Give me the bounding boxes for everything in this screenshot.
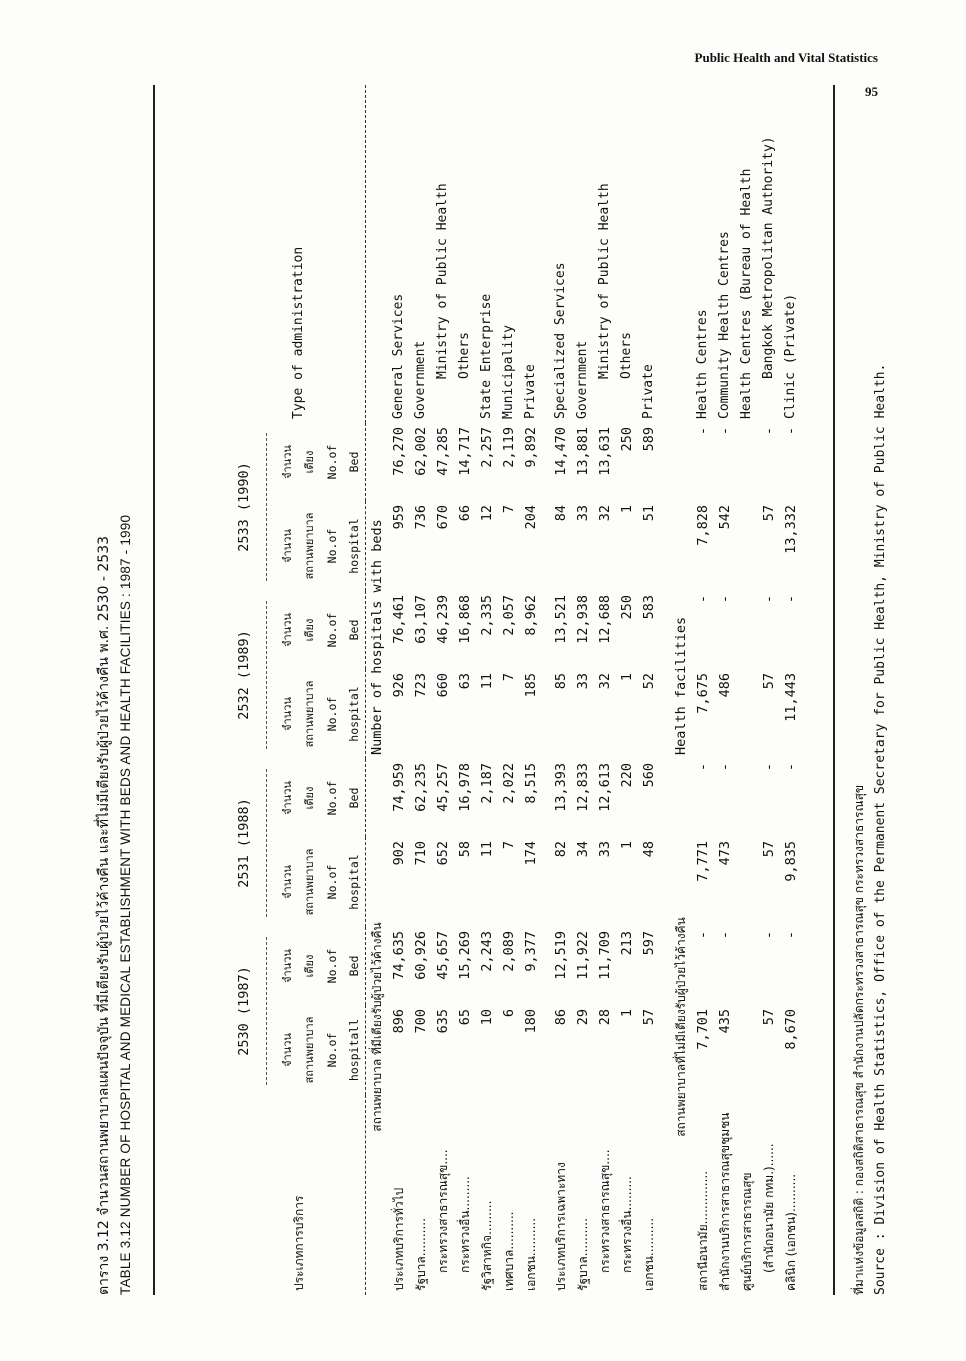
cell-value: 652 <box>435 841 451 866</box>
col-head-hospitals: จำนวน สถานพยาบาล No.of hospitall <box>281 1016 361 1084</box>
cell-value: 14,717 <box>457 427 473 476</box>
table-row <box>520 85 542 1295</box>
cell-value: - <box>783 931 799 940</box>
table-row <box>736 85 758 1295</box>
cell-value: - <box>717 763 733 772</box>
cell-value: 65 <box>457 1009 473 1026</box>
cell-value: 710 <box>413 841 429 866</box>
cell-value: 28 <box>597 1009 613 1026</box>
row-label-english: Others <box>619 332 634 379</box>
row-label-thai: (สำนักอนามัย กทม.)...... <box>762 1143 776 1273</box>
row-label-english: Private <box>641 364 656 419</box>
row-label-english: Others <box>457 332 472 379</box>
section-heading-facilities-thai: สถานพยาบาลที่ไม่มีเตียงรับผู้ป่วยไว้ค้างคืน <box>674 917 688 1137</box>
cell-value: 2,243 <box>479 931 495 972</box>
data-table <box>233 85 802 1295</box>
row-label-thai: รัฐบาล.......... <box>576 1218 590 1291</box>
cell-value: 15,269 <box>457 931 473 980</box>
cell-value: 180 <box>523 1009 539 1034</box>
cell-value: 896 <box>391 1009 407 1034</box>
year-divider <box>255 591 277 759</box>
table-row <box>432 85 454 1295</box>
row-label-english: Municipality <box>501 325 516 419</box>
cell-value: - <box>717 931 733 940</box>
page-number: 95 <box>865 84 878 99</box>
cell-value: 250 <box>619 595 635 620</box>
cell-value: 14,470 <box>553 427 569 476</box>
cell-value: 34 <box>575 841 591 858</box>
cell-value: 57 <box>761 673 777 690</box>
cell-value: 48 <box>641 841 657 858</box>
cell-value: 1 <box>619 1009 635 1018</box>
cell-value: 902 <box>391 841 407 866</box>
cell-value: 7,771 <box>695 841 711 882</box>
row-label-english: Bangkok Metropolitan Authority) <box>761 136 776 379</box>
cell-value: 46,239 <box>435 595 451 644</box>
cell-value: 85 <box>553 673 569 690</box>
cell-value: - <box>783 595 799 604</box>
cell-value: 12 <box>479 505 495 522</box>
cell-value: 52 <box>641 673 657 690</box>
cell-value: 560 <box>641 763 657 788</box>
cell-value: 45,257 <box>435 763 451 812</box>
cell-value: 700 <box>413 1009 429 1034</box>
row-label-english: Health Centres (Bureau of Health <box>739 168 754 419</box>
cell-value: 589 <box>641 427 657 452</box>
cell-value: 2,335 <box>479 595 495 636</box>
cell-value <box>736 501 758 591</box>
row-label-thai: กระทรวงอื่น......... <box>458 1176 472 1273</box>
cell-value: - <box>717 427 733 436</box>
cell-value: 220 <box>619 763 635 788</box>
cell-value: 45,657 <box>435 931 451 980</box>
cell-value: 47,285 <box>435 427 451 476</box>
row-label-thai: กระทรวงอื่น......... <box>620 1176 634 1273</box>
cell-value: 723 <box>413 673 429 698</box>
row-label-english: General Services <box>391 293 406 419</box>
year-heading: 2530 (1987) <box>236 966 252 1056</box>
cell-value: 32 <box>597 505 613 522</box>
cell-value: 12,938 <box>575 595 591 644</box>
cell-value: 10 <box>479 1009 495 1026</box>
cell-value: 9,835 <box>783 841 799 882</box>
cell-value: 7,675 <box>695 673 711 714</box>
cell-value: 7 <box>501 841 517 850</box>
cell-value: 473 <box>717 841 733 866</box>
cell-value: 2,187 <box>479 763 495 804</box>
cell-value: 2,119 <box>501 427 517 468</box>
cell-value: 13,332 <box>783 505 799 554</box>
col-head-beds: จำนวน เตียง No.of Bed <box>281 948 361 984</box>
cell-value: 86 <box>553 1009 569 1026</box>
cell-value: 82 <box>553 841 569 858</box>
cell-value: 12,613 <box>597 763 613 812</box>
cell-value: 204 <box>523 505 539 530</box>
cell-value: 63 <box>457 673 473 690</box>
table-row <box>476 85 498 1295</box>
cell-value: 542 <box>717 505 733 530</box>
cell-value: 84 <box>553 505 569 522</box>
table-row <box>758 85 780 1295</box>
table-row <box>714 85 736 1295</box>
cell-value: 11,443 <box>783 673 799 722</box>
table-row <box>410 85 432 1295</box>
cell-value: 16,978 <box>457 763 473 812</box>
row-label-english: Health Centres <box>695 309 710 419</box>
bottom-rule <box>833 85 835 1295</box>
cell-value: 12,519 <box>553 931 569 980</box>
cell-value: 33 <box>575 673 591 690</box>
cell-value: 74,635 <box>391 931 407 980</box>
cell-value: 57 <box>761 505 777 522</box>
cell-value: 250 <box>619 427 635 452</box>
year-divider <box>255 759 277 927</box>
cell-value <box>736 759 758 837</box>
col-head-hospitals: จำนวน สถานพยาบาล No.of hospital <box>281 680 361 748</box>
row-label-thai: เอกชน.......... <box>642 1217 656 1291</box>
cell-value: 435 <box>717 1009 733 1034</box>
col-head-beds: จำนวน เตียง No.of Bed <box>281 444 361 480</box>
cell-value: 32 <box>597 673 613 690</box>
col-head-english: Type of administration <box>291 246 306 419</box>
table-row <box>780 85 802 1295</box>
cell-value: 1 <box>619 673 635 682</box>
cell-value: 2,257 <box>479 427 495 468</box>
cell-value: 486 <box>717 673 733 698</box>
row-label-english: Clinic (Private) <box>783 293 798 419</box>
row-label-thai: กระทรวงสาธารณสุข.... <box>598 1149 612 1273</box>
table-title-english: TABLE 3.12 NUMBER OF HOSPITAL AND MEDICAL ESTABLISHMENT WITH BEDS AND HEALTH FACILITIES : 1987 - 1990 <box>118 514 133 1295</box>
col-head-beds: จำนวน เตียง No.of Bed <box>281 612 361 648</box>
cell-value: 7,701 <box>695 1009 711 1050</box>
table-footer <box>848 364 892 1295</box>
cell-value: 583 <box>641 595 657 620</box>
cell-value: - <box>695 931 711 940</box>
cell-value: 62,002 <box>413 427 429 476</box>
cell-value: 13,393 <box>553 763 569 812</box>
year-heading: 2533 (1990) <box>236 462 252 552</box>
table-row <box>594 85 616 1295</box>
row-label-english: Community Health Centres <box>717 231 732 419</box>
cell-value: 660 <box>435 673 451 698</box>
cell-value: - <box>695 763 711 772</box>
cell-value: - <box>783 427 799 436</box>
cell-value: 11 <box>479 673 495 690</box>
table-title-thai: ตาราง 3.12 จำนวนสถานพยาบาลแผนปัจจุบัน ที่มีเตียงรับผู้ป่วยไว้ค้างคืน และที่ไม่มีเตียงรับผู้ป่วยไว้ค้างคืน พ.ศ. 2530 - 2533 <box>96 535 112 1295</box>
row-label-english: Private <box>523 364 538 419</box>
cell-value: 1 <box>619 505 635 514</box>
row-label-thai: รัฐวิสาหกิจ......... <box>480 1200 494 1291</box>
cell-value: 9,377 <box>523 931 539 972</box>
cell-value: 13,631 <box>597 427 613 476</box>
cell-value <box>736 837 758 927</box>
row-label-english: Specialized Services <box>553 262 568 419</box>
table-row <box>638 85 660 1295</box>
cell-value <box>736 1005 758 1095</box>
cell-value: 76,461 <box>391 595 407 644</box>
table-row <box>616 85 638 1295</box>
col-head-beds: จำนวน เตียง No.of Bed <box>281 780 361 816</box>
cell-value: 8,670 <box>783 1009 799 1050</box>
cell-value: 2,022 <box>501 763 517 804</box>
source-note-thai: ที่มาแห่งข้อมูลสถิติ : กองสถิติสาธารณสุข สำนักงานปลัดกระทรวงสาธารณสุข กระทรวงสาธารณสุข <box>852 784 866 1295</box>
cell-value: 74,959 <box>391 763 407 812</box>
cell-value: 11,709 <box>597 931 613 980</box>
row-label-thai: เทศบาล.......... <box>502 1211 516 1291</box>
cell-value: 8,515 <box>523 763 539 804</box>
cell-value: 7 <box>501 505 517 514</box>
cell-value: 63,107 <box>413 595 429 644</box>
top-rule <box>153 85 155 1295</box>
cell-value: 57 <box>641 1009 657 1026</box>
cell-value: 12,688 <box>597 595 613 644</box>
cell-value: 2,089 <box>501 931 517 972</box>
cell-value: 11,922 <box>575 931 591 980</box>
cell-value: 11 <box>479 841 495 858</box>
cell-value: 62,235 <box>413 763 429 812</box>
cell-value: 6 <box>501 1009 517 1018</box>
cell-value: 8,962 <box>523 595 539 636</box>
running-header-title: Public Health and Vital Statistics <box>694 50 878 65</box>
cell-value: 959 <box>391 505 407 530</box>
cell-value <box>736 591 758 669</box>
cell-value: - <box>717 595 733 604</box>
cell-value: 57 <box>761 841 777 858</box>
table-row <box>454 85 476 1295</box>
cell-value: - <box>695 595 711 604</box>
cell-value: 57 <box>761 1009 777 1026</box>
cell-value: 76,270 <box>391 427 407 476</box>
cell-value: 2,057 <box>501 595 517 636</box>
cell-value: 13,881 <box>575 427 591 476</box>
cell-value: 174 <box>523 841 539 866</box>
row-label-english: Ministry of Public Health <box>597 183 612 379</box>
cell-value: 16,868 <box>457 595 473 644</box>
cell-value: 13,521 <box>553 595 569 644</box>
cell-value: 213 <box>619 931 635 956</box>
table-titles <box>93 515 137 1295</box>
rotated-table-area <box>53 55 913 1325</box>
cell-value: 60,926 <box>413 931 429 980</box>
table-row <box>498 85 520 1295</box>
cell-value: 185 <box>523 673 539 698</box>
row-label-thai: ศูนย์บริการสาธารณสุข <box>740 1172 754 1291</box>
year-heading: 2532 (1989) <box>236 630 252 720</box>
row-label-thai: สำนักงานบริการสาธารณสุขชุมชน <box>718 1112 732 1291</box>
col-head-hospitals: จำนวน สถานพยาบาล No.of hospital <box>281 848 361 916</box>
section-heading-facilities: Health facilities <box>673 616 689 755</box>
cell-value: 926 <box>391 673 407 698</box>
row-label-english: Government <box>413 340 428 419</box>
row-label-thai: คลินิก (เอกชน).......... <box>784 1173 798 1291</box>
cell-value: - <box>761 931 777 940</box>
cell-value: 736 <box>413 505 429 530</box>
cell-value: 29 <box>575 1009 591 1026</box>
row-label-thai: ประเภทบริการทั่วไป <box>392 1187 406 1291</box>
row-label-thai: กระทรวงสาธารณสุข.... <box>436 1149 450 1273</box>
cell-value: - <box>695 427 711 436</box>
row-label-thai: เอกชน.......... <box>524 1217 538 1291</box>
row-label-english: Government <box>575 340 590 419</box>
cell-value: 635 <box>435 1009 451 1034</box>
cell-value: - <box>761 427 777 436</box>
row-label-english: Ministry of Public Health <box>435 183 450 379</box>
section-heading-beds: Number of hospitals with beds <box>366 85 389 759</box>
year-heading: 2531 (1988) <box>236 798 252 888</box>
col-head-thai: ประเภทการบริการ <box>292 1195 306 1291</box>
cell-value: 9,892 <box>523 427 539 468</box>
source-note-english: Source : Division of Health Statistics, Office of the Permanent Secretary for Public Health, Ministry of Public Health. <box>873 363 888 1295</box>
cell-value: 33 <box>597 841 613 858</box>
cell-value: 33 <box>575 505 591 522</box>
cell-value <box>736 927 758 1005</box>
cell-value: - <box>761 763 777 772</box>
cell-value: 597 <box>641 931 657 956</box>
cell-value: - <box>783 763 799 772</box>
table-row <box>542 85 572 1295</box>
cell-value: 12,833 <box>575 763 591 812</box>
year-divider <box>255 423 277 591</box>
row-label-thai: ประเภทบริการเฉพาะทาง <box>554 1162 568 1291</box>
cell-value <box>736 423 758 501</box>
row-label-thai: รัฐบาล.......... <box>414 1218 428 1291</box>
cell-value: 66 <box>457 505 473 522</box>
cell-value: - <box>761 595 777 604</box>
section-heading-beds-thai: สถานพยาบาล ที่มีเตียงรับผู้ป่วยไว้ค้างคืน <box>366 759 389 1295</box>
table-row <box>388 85 410 1295</box>
table-row <box>692 85 714 1295</box>
table-row <box>572 85 594 1295</box>
cell-value: 7,828 <box>695 505 711 546</box>
cell-value: 1 <box>619 841 635 850</box>
row-label-english: State Enterprise <box>479 293 494 419</box>
cell-value: 51 <box>641 505 657 522</box>
cell-value: 7 <box>501 673 517 682</box>
row-label-thai: สถานีอนามัย.............. <box>696 1170 710 1291</box>
cell-value: 58 <box>457 841 473 858</box>
cell-value <box>736 669 758 759</box>
col-head-hospitals: จำนวน สถานพยาบาล No.of hospital <box>281 512 361 580</box>
year-divider <box>255 927 277 1095</box>
cell-value: 670 <box>435 505 451 530</box>
